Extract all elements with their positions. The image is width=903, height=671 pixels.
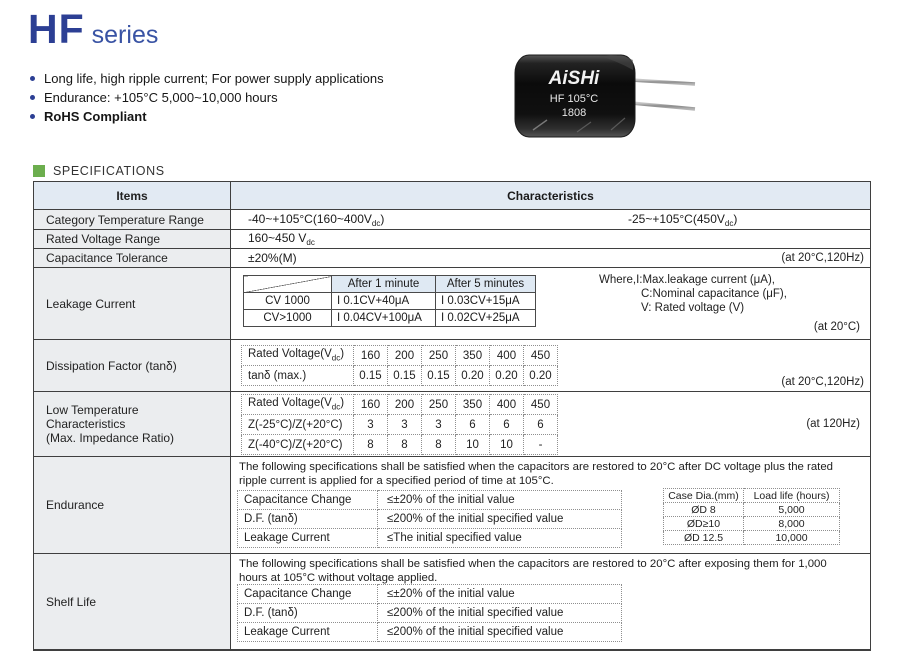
row-low-temperature-characteristics — [34, 391, 870, 456]
row-rated-voltage-range — [34, 229, 870, 248]
list-item — [30, 88, 384, 107]
col-header-case-dia: Case Dia.(mm) — [664, 489, 744, 503]
row-leakage-current — [34, 267, 870, 339]
tan-value: 0.20 — [490, 366, 524, 386]
note-line: V: Rated voltage (V) — [641, 302, 745, 314]
cv-condition: CV>1000 — [244, 310, 332, 327]
row-category-temperature-range — [34, 209, 870, 229]
feature-text: Long life, high ripple current; For power supply applications — [44, 71, 384, 86]
spec-value: ≤±20% of the initial value — [378, 585, 622, 604]
col-after-5-minutes: After 5 minutes — [436, 276, 536, 293]
z25-value: 6 — [524, 415, 558, 435]
row-label: Low Temperature Characteristics (Max. Impedance Ratio) — [34, 392, 231, 456]
tan-row-label: tanδ (max.) — [242, 366, 354, 386]
voltage-value: 450 — [524, 346, 558, 366]
shelf-life-description — [239, 558, 827, 585]
spec-value: ≤200% of the initial specified value — [378, 623, 622, 642]
shelf-life-spec-table — [237, 584, 622, 642]
list-item — [30, 69, 384, 88]
voltage-value: 350 — [456, 346, 490, 366]
spec-item: Capacitance Change — [238, 585, 378, 604]
spec-value: ≤200% of the initial specified value — [378, 510, 622, 529]
voltage-value: 400 — [490, 395, 524, 415]
load-life-table — [663, 488, 840, 545]
z25-value: 6 — [456, 415, 490, 435]
description-line: ripple current is applied for a specified period of time at 105°C. — [239, 474, 554, 487]
capacitor-image — [503, 46, 703, 146]
z40-value: 10 — [490, 435, 524, 455]
row-endurance — [34, 456, 870, 553]
voltage-row-label: Rated $Voltage(V_{dc})$ — [242, 346, 354, 366]
col-after-1-minute: After 1 minute — [332, 276, 436, 293]
row-value — [231, 230, 870, 248]
cv-condition: CV 1000 — [244, 293, 332, 310]
load-life-value: 10,000 — [744, 531, 840, 545]
voltage-value: 200 — [388, 395, 422, 415]
voltage-value: 250 — [422, 346, 456, 366]
feature-text: RoHS Compliant — [44, 109, 147, 124]
shelf-life-content — [231, 554, 870, 649]
table-header-row — [34, 182, 870, 209]
capacitor-photo — [503, 46, 703, 146]
row-label: Rated Voltage Range — [34, 230, 231, 248]
leakage-content — [231, 268, 870, 339]
row-label: Endurance — [34, 457, 231, 553]
temp-range-1: $-40\sim+105^\circ C(160\sim 400V_{dc})$ — [248, 211, 385, 228]
z40-row-label: Z(-40°C)/Z(+20°C) — [242, 435, 354, 455]
spec-item: Capacitance Change — [238, 491, 378, 510]
feature-text: Endurance: +105°C 5,000~10,000 hours — [44, 90, 278, 105]
z40-value: 8 — [354, 435, 388, 455]
col-header-items: Items — [34, 182, 231, 209]
specifications-table — [33, 181, 871, 651]
voltage-value: 160 — [354, 346, 388, 366]
col-header-load-life: Load life (hours) — [744, 489, 840, 503]
description-line: The following specifications shall be satisfied when the capacitors are restored to 20°C after exposing them for 1,000 — [239, 558, 827, 570]
bullet-icon — [30, 114, 35, 119]
series-marking: HF 105°C — [549, 93, 599, 105]
endurance-content — [231, 457, 870, 553]
low-temp-content — [231, 392, 870, 456]
series-word: series — [91, 21, 159, 49]
load-life-value: 8,000 — [744, 517, 840, 531]
test-condition: (at 20°C) — [813, 321, 860, 333]
description-line: hours at 105°C without voltage applied. — [239, 571, 438, 584]
z25-row-label: Z(-25°C)/Z(+20°C) — [242, 415, 354, 435]
load-life-value: 5,000 — [744, 503, 840, 517]
z25-value: 3 — [422, 415, 456, 435]
voltage-value: 400 — [490, 346, 524, 366]
spec-value: ≤200% of the initial specified value — [378, 604, 622, 623]
brand-marking: AiSHi — [548, 68, 600, 89]
page-title — [28, 6, 158, 53]
row-value — [231, 210, 870, 229]
temp-range-2: $-25\sim+105^\circ C(450V_{dc})$ — [628, 211, 738, 228]
note-line: C:Nominal capacitance (μF), — [641, 288, 787, 300]
z40-value: 8 — [422, 435, 456, 455]
section-header — [33, 164, 165, 178]
formula-cell: I 0.04CV+100μA — [332, 310, 436, 327]
formula-cell: I 0.02CV+25μA — [436, 310, 536, 327]
voltage-row-label: Rated $Voltage(V_{dc})$ — [242, 395, 354, 415]
row-label: Dissipation Factor (tanδ) — [34, 340, 231, 391]
voltage-value: 350 — [456, 395, 490, 415]
row-value — [231, 249, 870, 267]
z25-value: 3 — [354, 415, 388, 435]
voltage-value: 200 — [388, 346, 422, 366]
tan-value: 0.20 — [456, 366, 490, 386]
tan-value: 0.15 — [422, 366, 456, 386]
spec-item: D.F. (tanδ) — [238, 604, 378, 623]
row-shelf-life — [34, 553, 870, 649]
case-dia-value: ØD≥10 — [664, 517, 744, 531]
note-line: Where,I:Max.leakage current (μA), — [599, 274, 775, 286]
voltage-value: 450 — [524, 395, 558, 415]
voltage-value: 250 — [422, 395, 456, 415]
dissipation-content — [231, 340, 870, 391]
tan-value: 0.20 — [524, 366, 558, 386]
tan-value: 0.15 — [354, 366, 388, 386]
datecode-marking: 1808 — [561, 107, 587, 119]
test-condition: (at 20°C,120Hz) — [781, 376, 864, 388]
diagonal-cell — [244, 276, 332, 293]
z40-value: 8 — [388, 435, 422, 455]
feature-list — [30, 69, 384, 126]
endurance-description — [239, 461, 833, 488]
col-header-characteristics: Characteristics — [231, 182, 870, 209]
description-line: The following specifications shall be satisfied when the capacitors are restored to 20°C after DC voltage plus the rated — [239, 461, 834, 473]
voltage-value: 160 — [354, 395, 388, 415]
case-dia-value: ØD 8 — [664, 503, 744, 517]
spec-value: ≤The initial specified value — [378, 529, 622, 548]
bullet-icon — [30, 76, 35, 81]
z25-value: 6 — [490, 415, 524, 435]
tolerance-value: ±20%(M) — [248, 251, 297, 265]
row-capacitance-tolerance — [34, 248, 870, 267]
z25-value: 3 — [388, 415, 422, 435]
spec-item: D.F. (tanδ) — [238, 510, 378, 529]
leakage-formula-table — [243, 275, 536, 327]
voltage-range: 160~450 $V_{dc}$ — [248, 230, 315, 248]
spec-item: Leakage Current — [238, 529, 378, 548]
tan-value: 0.15 — [388, 366, 422, 386]
test-condition: (at 120Hz) — [806, 418, 860, 430]
list-item — [30, 107, 384, 126]
endurance-spec-table — [237, 490, 622, 548]
row-label: Leakage Current — [34, 268, 231, 339]
formula-cell: I 0.1CV+40μA — [332, 293, 436, 310]
series-code: HF — [28, 6, 85, 52]
row-label: Shelf Life — [34, 554, 231, 649]
test-condition: (at 20°C,120Hz) — [781, 252, 864, 264]
leakage-note — [599, 273, 787, 315]
dissipation-table — [241, 345, 558, 386]
row-label: Category Temperature Range — [34, 210, 231, 229]
formula-cell: I 0.03CV+15μA — [436, 293, 536, 310]
case-dia-value: ØD 12.5 — [664, 531, 744, 545]
row-dissipation-factor — [34, 339, 870, 391]
z40-value: - — [524, 435, 558, 455]
z40-value: 10 — [456, 435, 490, 455]
impedance-table — [241, 394, 558, 455]
section-bullet-icon — [33, 165, 45, 177]
section-title: SPECIFICATIONS — [53, 164, 165, 178]
spec-value: ≤±20% of the initial value — [378, 491, 622, 510]
row-label: Capacitance Tolerance — [34, 249, 231, 267]
spec-item: Leakage Current — [238, 623, 378, 642]
bullet-icon — [30, 95, 35, 100]
